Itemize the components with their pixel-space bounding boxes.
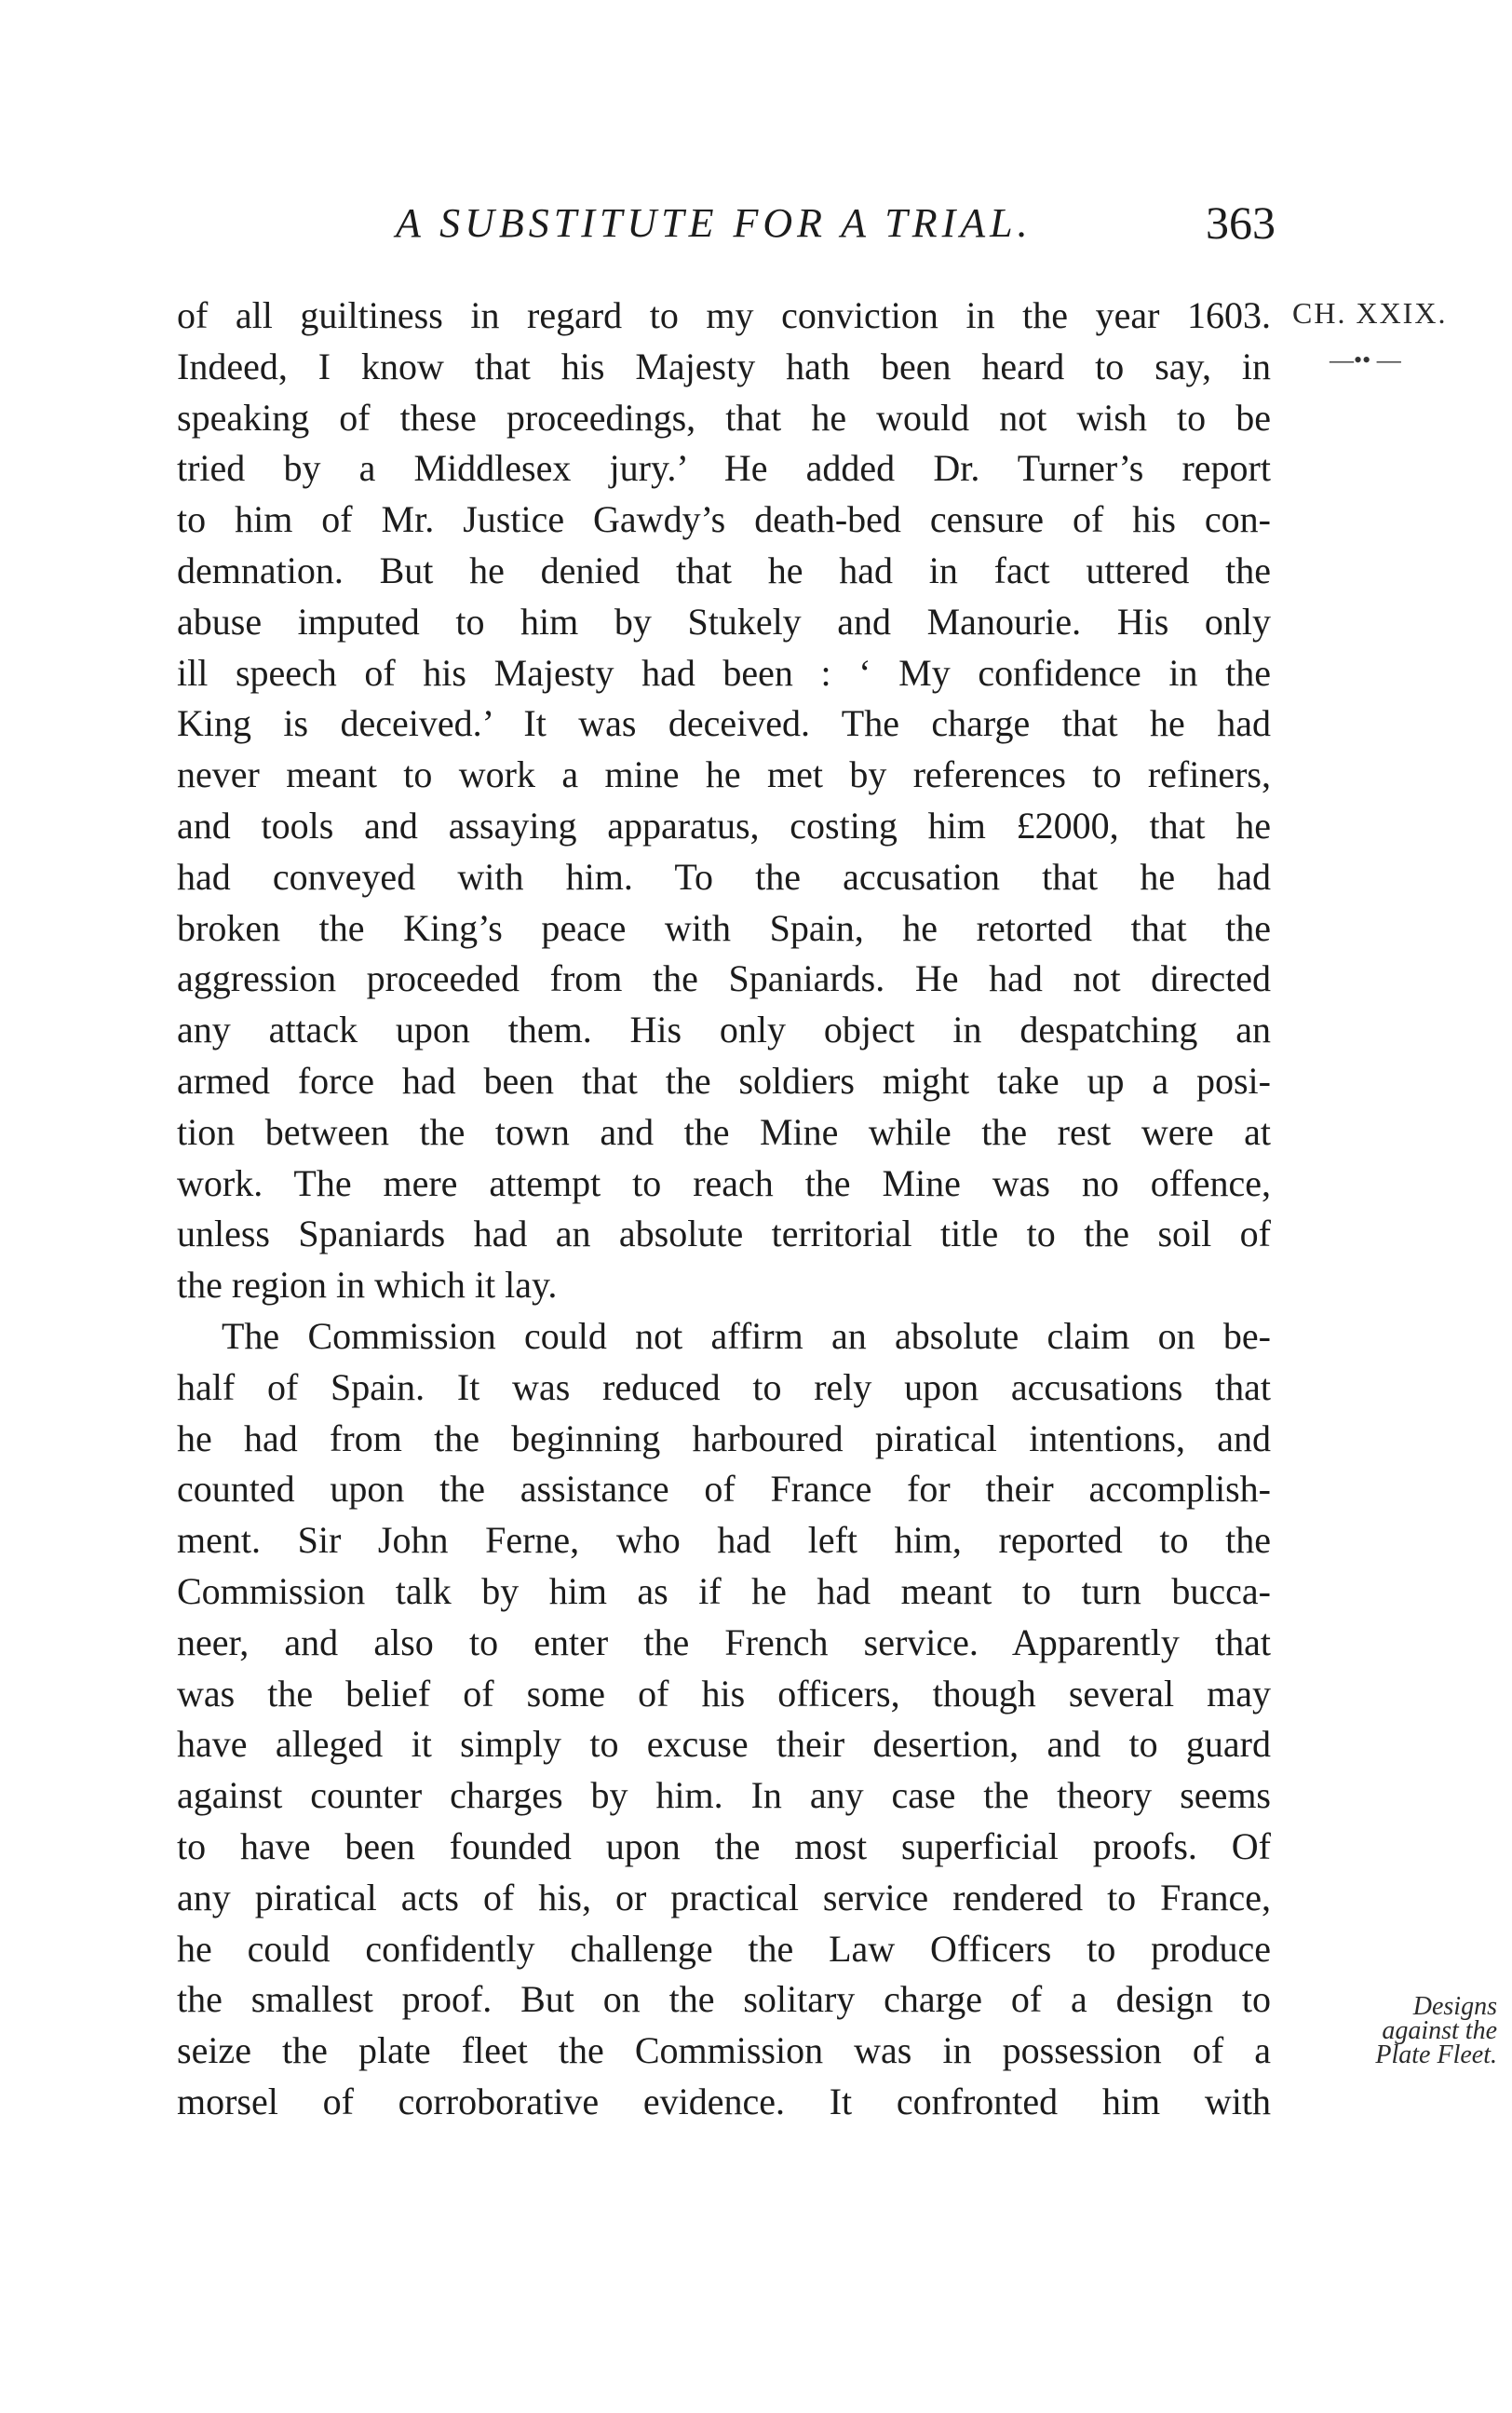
text-line: he had from the beginning harboured piratical intentions, and <box>177 1417 1271 1459</box>
body-text <box>177 291 1271 2128</box>
ornament-divider: —•• — <box>1330 346 1401 373</box>
side-note-line: Plate Fleet. <box>1375 2040 1497 2069</box>
text-line: abuse imputed to him by Stukely and Manourie. His only <box>177 600 1271 643</box>
running-title: A SUBSTITUTE FOR A TRIAL. <box>396 200 1033 246</box>
text-line: of all guiltiness in regard to my conviction in the year 1603. <box>177 294 1271 336</box>
text-line: half of Spain. It was reduced to rely upon accusations that <box>177 1365 1271 1408</box>
text-line: the smallest proof. But on the solitary charge of a design to <box>177 1978 1271 2021</box>
page-number: 363 <box>1206 197 1276 249</box>
text-line: Indeed, I know that his Majesty hath been heard to say, in <box>177 345 1271 387</box>
text-line: tion between the town and the Mine while the rest were at <box>177 1110 1271 1153</box>
text-line: ill speech of his Majesty had been : ‘ My confidence in the <box>177 651 1271 694</box>
page-header <box>177 186 1276 261</box>
text-line: morsel of corroborative evidence. It confronted him with <box>177 2080 1271 2122</box>
side-note-line: against the <box>1382 2016 1497 2045</box>
text-line: The Commission could not affirm an absolute claim on be- <box>222 1314 1271 1357</box>
side-note <box>1283 1992 1497 2069</box>
text-line: King is deceived.’ It was deceived. The charge that he had <box>177 702 1271 745</box>
text-line: was the belief of some of his officers, though several may <box>177 1672 1271 1715</box>
text-line: against counter charges by him. In any case the theory seems <box>177 1774 1271 1817</box>
text-line: ment. Sir John Ferne, who had left him, reported to the <box>177 1519 1271 1562</box>
text-line: tried by a Middlesex jury.’ He added Dr. Turner’s report <box>177 447 1271 490</box>
text-line: he could confidently challenge the Law Officers to produce <box>177 1927 1271 1970</box>
text-line: any attack upon them. His only object in despatching an <box>177 1009 1271 1051</box>
text-line: never meant to work a mine he met by references to refiners, <box>177 753 1271 796</box>
text-line: broken the King’s peace with Spain, he retorted that the <box>177 906 1271 949</box>
text-line: demnation. But he denied that he had in fact uttered the <box>177 549 1271 591</box>
text-line: have alleged it simply to excuse their desertion, and to guard <box>177 1723 1271 1766</box>
text-line: Commission talk by him as if he had meant to turn bucca- <box>177 1569 1271 1612</box>
side-note-line: Designs <box>1412 1992 1497 2021</box>
text-line: neer, and also to enter the French service. Apparently that <box>177 1620 1271 1663</box>
text-line: speaking of these proceedings, that he would not wish to be <box>177 396 1271 439</box>
text-line: unless Spaniards had an absolute territorial title to the soil of <box>177 1213 1271 1255</box>
text-line: the region in which it lay. <box>177 1264 558 1307</box>
chapter-reference: CH. XXIX. <box>1292 296 1448 330</box>
text-line: work. The mere attempt to reach the Mine was no offence, <box>177 1161 1271 1204</box>
text-line: and tools and assaying apparatus, costing him £2000, that he <box>177 804 1271 847</box>
text-line: had conveyed with him. To the accusation that he had <box>177 855 1271 898</box>
text-line: to have been founded upon the most superficial proofs. Of <box>177 1824 1271 1867</box>
text-line: to him of Mr. Justice Gawdy’s death-bed censure of his con- <box>177 498 1271 541</box>
text-line: aggression proceeded from the Spaniards. He had not directed <box>177 957 1271 1000</box>
text-line: any piratical acts of his, or practical service rendered to France, <box>177 1876 1271 1918</box>
text-line: counted upon the assistance of France for their accomplish- <box>177 1468 1271 1511</box>
text-line: armed force had been that the soldiers might take up a posi- <box>177 1059 1271 1102</box>
text-line: seize the plate fleet the Commission was in possession of a <box>177 2029 1271 2072</box>
